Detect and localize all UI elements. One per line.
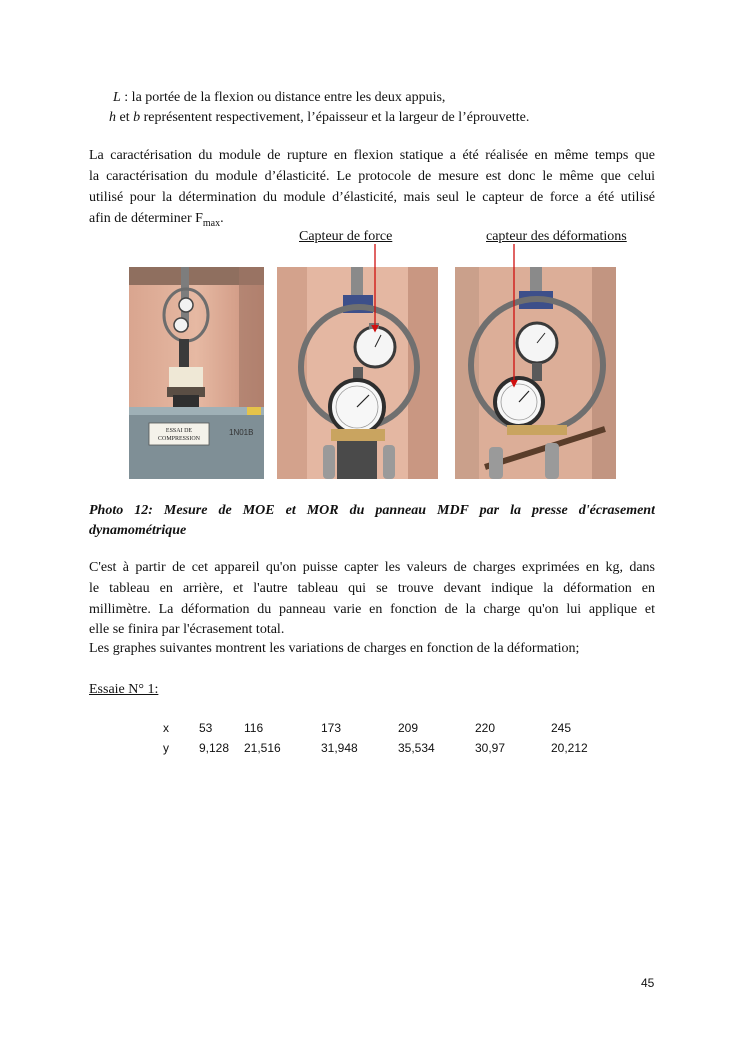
paragraph2-line3: millimètre. La déformation du panneau varie en fonction de la charge qu'on lui applique et xyxy=(89,602,655,617)
essai-heading: Essaie N° 1: xyxy=(89,682,159,697)
paragraph1-line2: la caractérisation du module d’élasticité. Le protocole de mesure est donc le même que celui xyxy=(89,169,655,184)
table-cell: 245 xyxy=(551,721,572,735)
paragraph2-line5: Les graphes suivantes montrent les variations de charges en fonction de la déformation; xyxy=(89,641,580,656)
hb-connector: et xyxy=(116,110,134,125)
label-capteur-deformations: capteur des déformations xyxy=(486,229,627,244)
l-symbol: L xyxy=(113,90,121,105)
table-cell: 21,516 xyxy=(244,741,281,755)
table-cell: 9,128 xyxy=(199,741,230,755)
paragraph2-line1: C'est à partir de cet appareil qu'on puisse capter les valeurs de charges exprimées en kg, dans xyxy=(89,560,655,575)
table-cell: 173 xyxy=(321,721,342,735)
photo-caption-line2: dynamométrique xyxy=(89,523,187,538)
plate-text-line2: COMPRESSION xyxy=(157,436,201,442)
plate-text-line1: ESSAI DE xyxy=(165,428,193,434)
sticker-text: 1N01B xyxy=(229,428,254,437)
paragraph2-line2: le tableau en arrière, et l'autre tableau qui se trouve devant indique la déformation en xyxy=(89,581,655,596)
row-label: x xyxy=(163,721,169,735)
table-cell: 30,97 xyxy=(475,741,506,755)
table-cell: 31,948 xyxy=(321,741,358,755)
table-cell: 20,212 xyxy=(551,741,588,755)
b-symbol: b xyxy=(133,110,141,125)
table-row-x xyxy=(163,718,611,738)
paragraph2-line4: elle se finira par l'écrasement total. xyxy=(89,622,285,637)
table-cell: 53 xyxy=(199,721,213,735)
page-number: 45 xyxy=(641,976,655,990)
l-definition-text: : la portée de la flexion ou distance entre les deux appuis, xyxy=(120,90,446,105)
row-label: y xyxy=(163,741,169,755)
table-cell: 220 xyxy=(475,721,496,735)
table-cell: 116 xyxy=(244,721,264,735)
fmax-subscript: max xyxy=(202,217,221,229)
label-capteur-force: Capteur de force xyxy=(299,229,393,244)
paragraph1-line1: La caractérisation du module de rupture en flexion statique a été réalisée en même temps que xyxy=(89,148,655,163)
fmax-prefix: afin de déterminer F xyxy=(89,211,203,226)
hb-definition-text: représentent respectivement, l’épaisseur et la largeur de l’éprouvette. xyxy=(140,110,530,125)
table-row-y xyxy=(163,738,611,758)
h-symbol: h xyxy=(109,110,116,125)
essai-data-table xyxy=(163,718,611,758)
fmax-suffix: . xyxy=(220,211,224,226)
paragraph1-line3: utilisé pour la détermination du module d’élasticité, mais seul le capteur de force a été utilisé xyxy=(89,190,655,205)
photo-caption-line1: Photo 12: Mesure de MOE et MOR du panneau MDF par la presse d'écrasement xyxy=(89,503,655,518)
table-cell: 209 xyxy=(398,721,419,735)
table-cell: 35,534 xyxy=(398,741,435,755)
